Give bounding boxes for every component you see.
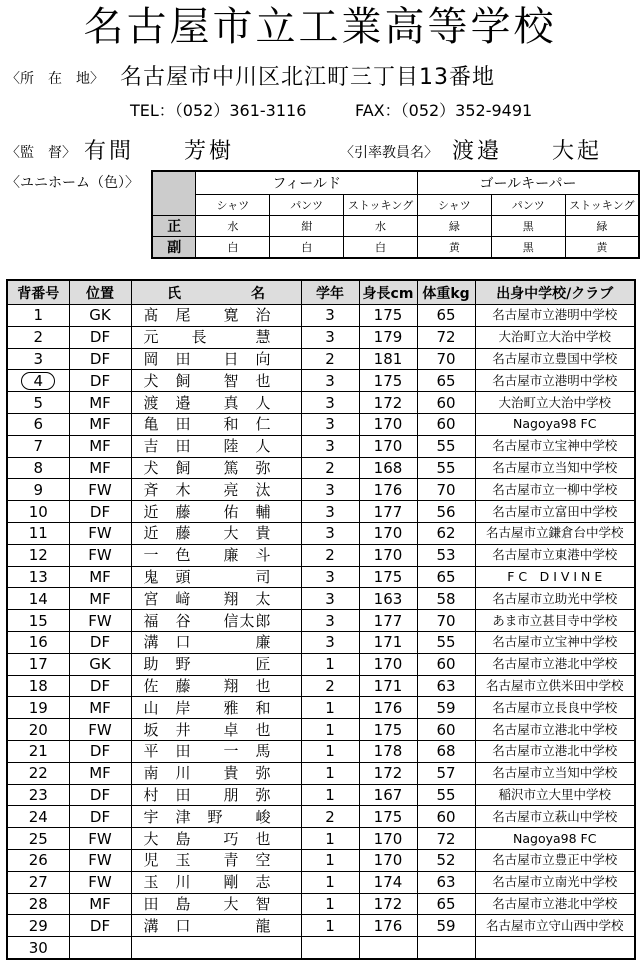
- player-name: 助 野 匠: [131, 653, 301, 675]
- player-grade: 1: [301, 740, 359, 762]
- uniform-label: 〈ユニホーム（色）〉: [6, 175, 139, 191]
- uniform-cell: 白: [196, 237, 270, 259]
- player-position: MF: [69, 392, 131, 414]
- player-name: 児 玉 青 空: [131, 849, 301, 871]
- player-name: 南 川 貴 弥: [131, 762, 301, 784]
- player-height: 176: [359, 915, 417, 937]
- player-weight: 70: [417, 479, 475, 501]
- player-grade: [301, 937, 359, 959]
- player-weight: 63: [417, 675, 475, 697]
- player-number: 13: [7, 566, 69, 588]
- table-row: [7, 501, 635, 523]
- player-weight: 60: [417, 806, 475, 828]
- table-row: [7, 937, 635, 959]
- player-school: 名古屋市立東港中学校: [475, 544, 635, 566]
- player-position: DF: [69, 740, 131, 762]
- player-school: 名古屋市立港北中学校: [475, 653, 635, 675]
- player-school: 名古屋市立萩山中学校: [475, 806, 635, 828]
- player-position: MF: [69, 697, 131, 719]
- player-school: 名古屋市立鎌倉台中学校: [475, 522, 635, 544]
- player-height: 176: [359, 697, 417, 719]
- player-grade: 3: [301, 588, 359, 610]
- player-name: 斉 木 亮 汰: [131, 479, 301, 501]
- supervisor-name: 有間 芳樹: [84, 139, 235, 164]
- player-grade: 1: [301, 828, 359, 850]
- player-position: GK: [69, 305, 131, 327]
- table-row: [7, 740, 635, 762]
- player-school: 名古屋市立宝神中学校: [475, 631, 635, 653]
- player-position: DF: [69, 784, 131, 806]
- player-number: 11: [7, 522, 69, 544]
- player-position: FW: [69, 522, 131, 544]
- player-name: 宮 﨑 翔 太: [131, 588, 301, 610]
- table-row: [7, 413, 635, 435]
- uniform-cell: 水: [344, 216, 418, 237]
- captain-number-circle: 4: [21, 372, 55, 390]
- address: 名古屋市中川区北江町三丁目13番地: [120, 65, 495, 90]
- player-number: 24: [7, 806, 69, 828]
- player-name: 玉 川 剛 志: [131, 871, 301, 893]
- uniform-col-header: シャツ: [196, 195, 270, 216]
- player-school: 稲沢市立大里中学校: [475, 784, 635, 806]
- header-position: 位置: [69, 280, 131, 305]
- player-grade: 3: [301, 501, 359, 523]
- uniform-cell: 黄: [565, 237, 639, 259]
- uniform-col-header: パンツ: [491, 195, 565, 216]
- player-weight: 65: [417, 566, 475, 588]
- header-height: 身長cm: [359, 280, 417, 305]
- player-position: MF: [69, 435, 131, 457]
- player-height: 167: [359, 784, 417, 806]
- player-height: 170: [359, 522, 417, 544]
- player-grade: 2: [301, 806, 359, 828]
- player-height: 178: [359, 740, 417, 762]
- player-position: MF: [69, 413, 131, 435]
- uniform-cell: 紺: [270, 216, 344, 237]
- player-number: 30: [7, 937, 69, 959]
- player-grade: 1: [301, 849, 359, 871]
- player-number: 29: [7, 915, 69, 937]
- uniform-cell: 白: [270, 237, 344, 259]
- uniform-cell: 黒: [491, 216, 565, 237]
- player-weight: 70: [417, 610, 475, 632]
- player-position: [69, 937, 131, 959]
- player-height: 170: [359, 849, 417, 871]
- player-number: 12: [7, 544, 69, 566]
- player-number: 27: [7, 871, 69, 893]
- player-grade: 1: [301, 893, 359, 915]
- table-row: [7, 719, 635, 741]
- player-name: 溝 口 龍: [131, 915, 301, 937]
- player-name: 元 長 慧: [131, 326, 301, 348]
- player-height: 170: [359, 653, 417, 675]
- player-number: 10: [7, 501, 69, 523]
- player-position: MF: [69, 893, 131, 915]
- player-weight: 57: [417, 762, 475, 784]
- header-name: 氏 名: [131, 280, 301, 305]
- player-grade: 2: [301, 348, 359, 370]
- uniform-cell: 黒: [491, 237, 565, 259]
- table-row: [7, 479, 635, 501]
- player-school: Nagoya98 FC: [475, 828, 635, 850]
- player-name: 岡 田 日 向: [131, 348, 301, 370]
- player-number: 21: [7, 740, 69, 762]
- player-grade: 1: [301, 697, 359, 719]
- player-school: 大治町立大治中学校: [475, 392, 635, 414]
- field-header: フィールド: [196, 171, 418, 195]
- player-grade: 3: [301, 305, 359, 327]
- player-weight: 70: [417, 348, 475, 370]
- player-height: 177: [359, 501, 417, 523]
- table-row: [7, 544, 635, 566]
- leader-name: 渡邉 大起: [452, 139, 603, 164]
- player-height: [359, 937, 417, 959]
- player-number: 8: [7, 457, 69, 479]
- player-name: 福 谷 信太郎: [131, 610, 301, 632]
- player-height: 176: [359, 479, 417, 501]
- player-height: 172: [359, 392, 417, 414]
- table-row: [7, 762, 635, 784]
- player-weight: 59: [417, 697, 475, 719]
- player-school: 名古屋市立豊国中学校: [475, 348, 635, 370]
- uniform-col-header: パンツ: [270, 195, 344, 216]
- table-row: [7, 915, 635, 937]
- player-school: 名古屋市立宝神中学校: [475, 435, 635, 457]
- school-title: 名古屋市立工業高等学校: [83, 4, 557, 50]
- player-school: 名古屋市立守山西中学校: [475, 915, 635, 937]
- player-weight: 65: [417, 893, 475, 915]
- uniform-row-label: 副: [152, 237, 196, 259]
- leader-label: 〈引率教員名〉: [340, 145, 438, 161]
- player-school: 名古屋市立港北中学校: [475, 740, 635, 762]
- player-number: 2: [7, 326, 69, 348]
- player-number: 16: [7, 631, 69, 653]
- player-position: MF: [69, 588, 131, 610]
- player-number: 6: [7, 413, 69, 435]
- player-weight: 68: [417, 740, 475, 762]
- player-name: 渡 邉 真 人: [131, 392, 301, 414]
- table-row: [7, 697, 635, 719]
- player-grade: 3: [301, 566, 359, 588]
- player-height: 171: [359, 675, 417, 697]
- supervisor-label: 〈監 督〉: [6, 145, 76, 161]
- uniform-cell: 緑: [565, 216, 639, 237]
- player-school: あま市立甚目寺中学校: [475, 610, 635, 632]
- player-school: 名古屋市立南光中学校: [475, 871, 635, 893]
- table-row: [7, 849, 635, 871]
- player-grade: 1: [301, 871, 359, 893]
- player-number: 17: [7, 653, 69, 675]
- uniform-cell: 白: [344, 237, 418, 259]
- player-school: F C D I V I N E: [475, 566, 635, 588]
- table-row: [7, 610, 635, 632]
- player-name: 吉 田 陸 人: [131, 435, 301, 457]
- player-number: 25: [7, 828, 69, 850]
- player-position: FW: [69, 544, 131, 566]
- header-school: 出身中学校/クラブ: [475, 280, 635, 305]
- player-weight: 59: [417, 915, 475, 937]
- player-number: 9: [7, 479, 69, 501]
- player-weight: 60: [417, 719, 475, 741]
- player-grade: 3: [301, 522, 359, 544]
- player-position: FW: [69, 719, 131, 741]
- player-grade: 3: [301, 370, 359, 392]
- player-school: 名古屋市立一柳中学校: [475, 479, 635, 501]
- player-number: 22: [7, 762, 69, 784]
- fax: FAX：（052）352-9491: [355, 101, 533, 120]
- player-number: 1: [7, 305, 69, 327]
- player-position: MF: [69, 457, 131, 479]
- table-row: [7, 566, 635, 588]
- player-grade: 3: [301, 392, 359, 414]
- player-weight: 60: [417, 413, 475, 435]
- player-weight: 60: [417, 653, 475, 675]
- player-weight: 72: [417, 828, 475, 850]
- player-name: 犬 飼 篤 弥: [131, 457, 301, 479]
- player-grade: 3: [301, 413, 359, 435]
- player-name: 佐 藤 翔 也: [131, 675, 301, 697]
- player-grade: 3: [301, 610, 359, 632]
- player-grade: 3: [301, 631, 359, 653]
- player-position: DF: [69, 675, 131, 697]
- player-height: 168: [359, 457, 417, 479]
- player-name: 宇 津 野 峻: [131, 806, 301, 828]
- player-name: 溝 口 廉: [131, 631, 301, 653]
- player-height: 170: [359, 413, 417, 435]
- player-school: 名古屋市立富田中学校: [475, 501, 635, 523]
- player-name: 亀 田 和 仁: [131, 413, 301, 435]
- table-row: [7, 522, 635, 544]
- player-grade: 3: [301, 479, 359, 501]
- player-weight: 62: [417, 522, 475, 544]
- player-weight: 56: [417, 501, 475, 523]
- player-position: FW: [69, 828, 131, 850]
- player-school: 名古屋市立供米田中学校: [475, 675, 635, 697]
- table-row: [7, 871, 635, 893]
- player-height: 170: [359, 435, 417, 457]
- player-grade: 2: [301, 544, 359, 566]
- player-number: 19: [7, 697, 69, 719]
- player-weight: 55: [417, 457, 475, 479]
- player-weight: 55: [417, 784, 475, 806]
- player-weight: [417, 937, 475, 959]
- uniform-corner: [152, 171, 196, 216]
- table-row: [7, 370, 635, 392]
- player-weight: 53: [417, 544, 475, 566]
- player-school: 名古屋市立港北中学校: [475, 893, 635, 915]
- player-number: 15: [7, 610, 69, 632]
- player-position: FW: [69, 610, 131, 632]
- player-name: 一 色 廉 斗: [131, 544, 301, 566]
- player-school: 名古屋市立当知中学校: [475, 762, 635, 784]
- header-weight: 体重kg: [417, 280, 475, 305]
- player-weight: 52: [417, 849, 475, 871]
- player-number: 28: [7, 893, 69, 915]
- player-school: 大治町立大治中学校: [475, 326, 635, 348]
- player-number: 5: [7, 392, 69, 414]
- player-name: 大 島 巧 也: [131, 828, 301, 850]
- player-school: Nagoya98 FC: [475, 413, 635, 435]
- header-grade: 学年: [301, 280, 359, 305]
- player-number: 26: [7, 849, 69, 871]
- player-weight: 55: [417, 435, 475, 457]
- table-row: [7, 631, 635, 653]
- player-grade: 3: [301, 326, 359, 348]
- player-name: 田 島 大 智: [131, 893, 301, 915]
- player-grade: 2: [301, 675, 359, 697]
- player-weight: 63: [417, 871, 475, 893]
- player-height: 170: [359, 544, 417, 566]
- player-name: 鬼 頭 司: [131, 566, 301, 588]
- player-name: 坂 井 卓 也: [131, 719, 301, 741]
- player-position: FW: [69, 479, 131, 501]
- player-height: 175: [359, 719, 417, 741]
- player-weight: 72: [417, 326, 475, 348]
- player-weight: 65: [417, 305, 475, 327]
- uniform-row-label: 正: [152, 216, 196, 237]
- gk-header: ゴールキーパー: [417, 171, 639, 195]
- player-number: 18: [7, 675, 69, 697]
- uniform-col-header: シャツ: [417, 195, 491, 216]
- player-position: DF: [69, 326, 131, 348]
- player-name: 山 岸 雅 和: [131, 697, 301, 719]
- uniform-col-header: ストッキング: [565, 195, 639, 216]
- tel: TEL：（052）361-3116: [130, 101, 307, 120]
- table-row: [7, 828, 635, 850]
- address-label: 〈所 在 地〉: [6, 71, 104, 87]
- player-weight: 55: [417, 631, 475, 653]
- player-school: 名古屋市立港明中学校: [475, 370, 635, 392]
- player-height: 172: [359, 893, 417, 915]
- player-number: 3: [7, 348, 69, 370]
- table-row: [7, 326, 635, 348]
- player-height: 179: [359, 326, 417, 348]
- roster-table: [6, 279, 636, 960]
- table-row: [7, 893, 635, 915]
- player-name: 村 田 朋 弥: [131, 784, 301, 806]
- uniform-table: [151, 170, 640, 259]
- player-position: FW: [69, 849, 131, 871]
- player-name: 平 田 一 馬: [131, 740, 301, 762]
- player-position: GK: [69, 653, 131, 675]
- player-position: FW: [69, 871, 131, 893]
- player-position: DF: [69, 348, 131, 370]
- uniform-cell: 水: [196, 216, 270, 237]
- player-weight: 65: [417, 370, 475, 392]
- player-height: 181: [359, 348, 417, 370]
- player-position: DF: [69, 501, 131, 523]
- player-name: 近 藤 大 貴: [131, 522, 301, 544]
- player-height: 175: [359, 806, 417, 828]
- player-school: 名古屋市立当知中学校: [475, 457, 635, 479]
- table-row: [7, 675, 635, 697]
- player-weight: 58: [417, 588, 475, 610]
- player-grade: 1: [301, 653, 359, 675]
- player-grade: 1: [301, 915, 359, 937]
- table-row: [7, 653, 635, 675]
- table-row: [7, 305, 635, 327]
- table-row: [7, 435, 635, 457]
- player-height: 171: [359, 631, 417, 653]
- player-weight: 60: [417, 392, 475, 414]
- table-row: [7, 806, 635, 828]
- player-grade: 2: [301, 457, 359, 479]
- player-number: 14: [7, 588, 69, 610]
- uniform-col-header: ストッキング: [344, 195, 418, 216]
- player-number: [7, 370, 69, 392]
- player-school: 名古屋市立港明中学校: [475, 305, 635, 327]
- player-grade: 3: [301, 435, 359, 457]
- player-height: 175: [359, 305, 417, 327]
- player-position: DF: [69, 915, 131, 937]
- player-height: 175: [359, 370, 417, 392]
- player-name: 近 藤 佑 輔: [131, 501, 301, 523]
- player-name: 犬 飼 智 也: [131, 370, 301, 392]
- player-height: 172: [359, 762, 417, 784]
- player-height: 177: [359, 610, 417, 632]
- player-height: 170: [359, 828, 417, 850]
- player-height: 163: [359, 588, 417, 610]
- player-grade: 1: [301, 762, 359, 784]
- player-grade: 1: [301, 784, 359, 806]
- player-height: 175: [359, 566, 417, 588]
- player-number: 7: [7, 435, 69, 457]
- uniform-cell: 黄: [417, 237, 491, 259]
- table-row: [7, 784, 635, 806]
- player-school: 名古屋市立港北中学校: [475, 719, 635, 741]
- player-position: MF: [69, 566, 131, 588]
- player-position: DF: [69, 806, 131, 828]
- player-height: 174: [359, 871, 417, 893]
- player-school: 名古屋市立助光中学校: [475, 588, 635, 610]
- player-school: 名古屋市立長良中学校: [475, 697, 635, 719]
- player-position: DF: [69, 370, 131, 392]
- player-number: 20: [7, 719, 69, 741]
- uniform-cell: 緑: [417, 216, 491, 237]
- player-school: 名古屋市立豊正中学校: [475, 849, 635, 871]
- header-number: 背番号: [7, 280, 69, 305]
- player-name: [131, 937, 301, 959]
- table-row: [7, 392, 635, 414]
- player-school: [475, 937, 635, 959]
- player-grade: 1: [301, 719, 359, 741]
- player-position: MF: [69, 762, 131, 784]
- table-row: [7, 348, 635, 370]
- table-row: [7, 457, 635, 479]
- table-row: [7, 588, 635, 610]
- player-name: 髙 尾 寛 治: [131, 305, 301, 327]
- player-position: DF: [69, 631, 131, 653]
- player-number: 23: [7, 784, 69, 806]
